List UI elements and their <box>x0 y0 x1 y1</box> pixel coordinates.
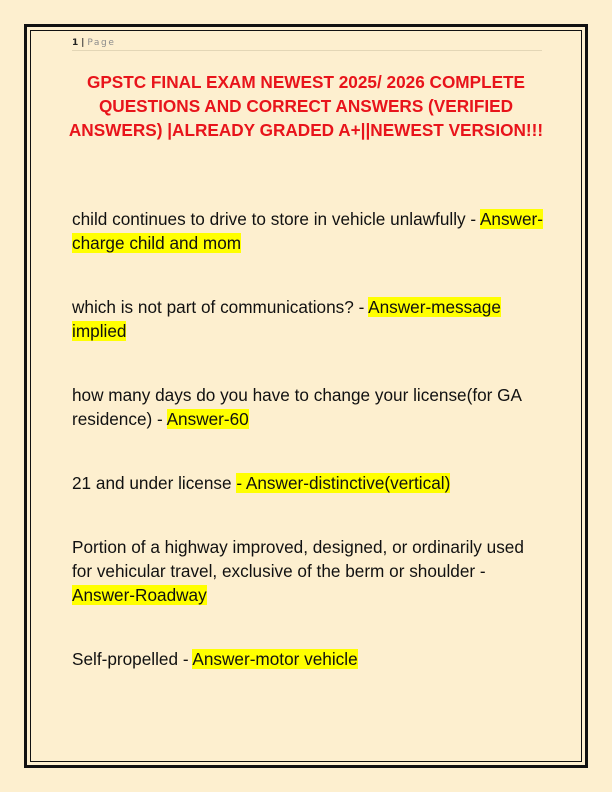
qa-item-2 <box>72 295 544 343</box>
qa-item-1 <box>72 207 544 255</box>
qa-item-3 <box>72 383 544 431</box>
question-text: Self-propelled - <box>72 649 193 669</box>
qa-item-6 <box>72 647 544 671</box>
answer-highlight: - Answer-distinctive(vertical) <box>236 473 451 493</box>
qa-item-5 <box>72 535 544 607</box>
page-separator: | <box>81 38 85 48</box>
page-number: 1 <box>72 38 79 48</box>
question-text: which is not part of communications? - <box>72 297 369 317</box>
answer-highlight: Answer-Roadway <box>72 585 207 605</box>
document-title: GPSTC FINAL EXAM NEWEST 2025/ 2026 COMPLETE QUESTIONS AND CORRECT ANSWERS (VERIFIED ANSWERS) |ALREADY GRADED A+||NEWEST VERSION!!! <box>68 72 544 140</box>
qa-item-4 <box>72 471 544 495</box>
question-text: child continues to drive to store in vehicle unlawfully - <box>72 209 480 229</box>
question-text: 21 and under license <box>72 473 237 493</box>
page-word: Page <box>87 38 116 48</box>
answer-highlight: Answer-motor vehicle <box>192 649 358 669</box>
answer-highlight: Answer-message implied <box>72 297 501 341</box>
answer-highlight: Answer-60 <box>166 409 249 429</box>
question-text: how many days do you have to change your license(for GA residence) - <box>72 385 522 429</box>
question-text: Portion of a highway improved, designed, or ordinarily used for vehicular travel, exclusive of the berm or shoulder - <box>72 537 524 581</box>
answer-highlight: Answer-charge child and mom <box>72 209 543 253</box>
page-header <box>72 36 542 51</box>
